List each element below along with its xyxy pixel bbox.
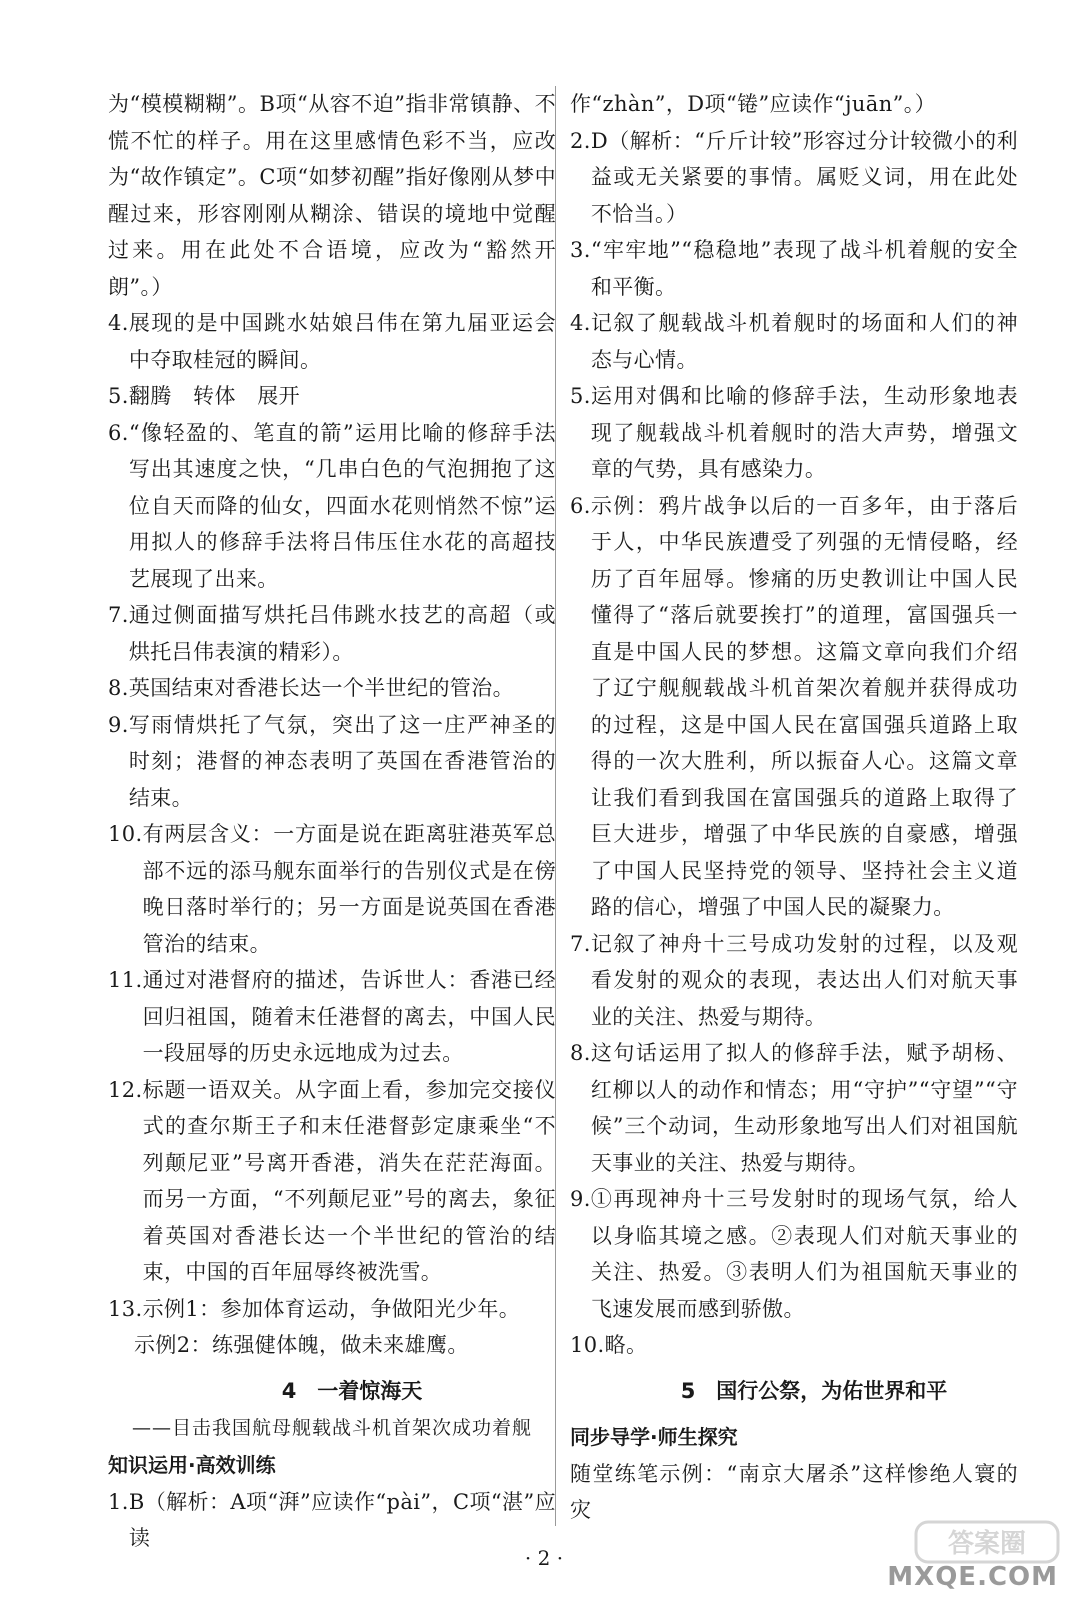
section-title: 知识运用·高效训练 [108, 1452, 276, 1477]
answer-item-4: 4. 记叙了舰载战斗机着舰时的场面和人们的神态与心情。 [570, 311, 1018, 372]
paragraph-continuation: 为“模模糊糊”。B项“从容不迫”指非常镇静、不慌不忙的样子。用在这里感情色彩不当，应改为“故作镇定”。C项“如梦初醒”指好像刚从梦中醒过来，形容刚刚从糊涂、错误的境地中觉醒过来。用在此处不合语境，应改为“豁然开朗”。） [108, 92, 556, 299]
left-column [108, 86, 556, 1557]
answer-item-13-example-2: 示例2：练强健体魄，做未来雄鹰。 [134, 1333, 469, 1357]
answer-item-5: 5. 运用对偶和比喻的修辞手法，生动形象地表现了舰载战斗机着舰时的浩大声势，增强文章的气势，具有感染力。 [570, 384, 1018, 481]
section-title: 同步导学·师生探究 [570, 1424, 738, 1449]
answer-item-12: 12. 标题一语双关。从字面上看，参加完交接仪式的查尔斯王子和末任港督彭定康乘坐“不列颠尼亚”号离开香港，消失在茫茫海面。而另一方面，“不列颠尼亚”号的离去，象征着英国对香港长达一个半世纪的管治的结束，中国的百年屈辱终被洗雪。 [108, 1077, 556, 1284]
answer-item-5: 5. 翻腾 转体 展开 [108, 384, 301, 408]
answer-item-6: 6. 示例：鸦片战争以后的一百多年，由于落后于人，中华民族遭受了列强的无情侵略，经历了百年屈辱。惨痛的历史教训让中国人民懂得了“落后就要挨打”的道理，富国强兵一直是中国人民的梦想。这篇文章向我们介绍了辽宁舰舰载战斗机首架次着舰并获得成功的过程，这是中国人民在富国强兵道路上取得的一次大胜利，所以振奋人心。这篇文章让我们看到我国在富国强兵的道路上取得了巨大进步，增强了中华民族的自豪感，增强了中国人民坚持党的领导、坚持社会主义道路的信心，增强了中国人民的凝聚力。 [570, 493, 1018, 919]
answer-item-10: 10. 略。 [570, 1333, 648, 1357]
answer-item-1: 1. B（解析：A项“湃”应读作“pài”，C项“湛”应读 [108, 1489, 556, 1550]
answer-item-4: 4. 展现的是中国跳水姑娘吕伟在第九届亚运会中夺取桂冠的瞬间。 [108, 311, 556, 372]
answer-item-9: 9. ①再现神舟十三号发射时的现场气氛，给人以身临其境之感。②表现人们对航天事业的关注、热爱。③表明人们为祖国航天事业的飞速发展而感到骄傲。 [570, 1187, 1018, 1321]
watermark-logo-text: 答案圈 [947, 1529, 1027, 1559]
answer-item-11: 11. 通过对港督府的描述，告诉世人：香港已经回归祖国，随着末任港督的离去，中国人民一段屈辱的历史永远地成为过去。 [108, 968, 556, 1065]
answer-item-8: 8. 这句话运用了拟人的修辞手法，赋予胡杨、红柳以人的动作和情态；用“守护”“守望”“守候”三个动词，生动形象地写出人们对祖国航天事业的关注、热爱与期待。 [570, 1041, 1018, 1175]
answer-item-10: 10. 有两层含义：一方面是说在距离驻港英军总部不远的添马舰东面举行的告别仪式是在傍晚日落时举行的；另一方面是说英国在香港管治的结束。 [108, 822, 556, 956]
answer-item-9: 9. 写雨情烘托了气氛，突出了这一庄严神圣的时刻；港督的神态表明了英国在香港管治的结束。 [108, 712, 556, 810]
answer-item-7: 7. 通过侧面描写烘托吕伟跳水技艺的高超（或烘托吕伟表演的精彩）。 [108, 603, 556, 664]
answer-item-13: 13. 示例1：参加体育运动，争做阳光少年。 [108, 1296, 521, 1321]
paragraph-continuation: 作“zhàn”，D项“锩”应读作“juān”。） [570, 92, 937, 116]
page-number: · 2 · [524, 1546, 564, 1570]
right-column [570, 86, 1018, 1529]
watermark-text: MXQE.COM [887, 1562, 1058, 1592]
answer-item-8: 8. 英国结束对香港长达一个半世纪的管治。 [108, 676, 515, 700]
lesson-title: 5 国行公祭，为佑世界和平 [680, 1378, 948, 1403]
lesson-title: 4 一着惊海天 [281, 1378, 423, 1403]
practice-example-line: 随堂练笔示例：“南京大屠杀”这样惨绝人寰的灾 [570, 1461, 1018, 1522]
lesson-subtitle: ——目击我国航母舰载战斗机首架次成功着舰 [131, 1416, 532, 1439]
answer-item-3: 3. “牢牢地”“稳稳地”表现了战斗机着舰的安全和平衡。 [570, 238, 1018, 299]
answer-item-6: 6. “像轻盈的、笔直的箭”运用比喻的修辞手法写出其速度之快，“几串白色的气泡拥抱了这位自天而降的仙女，四面水花则悄然不惊”运用拟人的修辞手法将吕伟压住水花的高超技艺展现了出来。 [108, 420, 556, 591]
answer-item-7: 7. 记叙了神舟十三号成功发射的过程，以及观看发射的观众的表现，表达出人们对航天事业的关注、热爱与期待。 [570, 931, 1018, 1029]
answer-item-2: 2. D（解析：“斤斤计较”形容过分计较微小的利益或无关紧要的事情。属贬义词，用在此处不恰当。） [570, 128, 1018, 226]
